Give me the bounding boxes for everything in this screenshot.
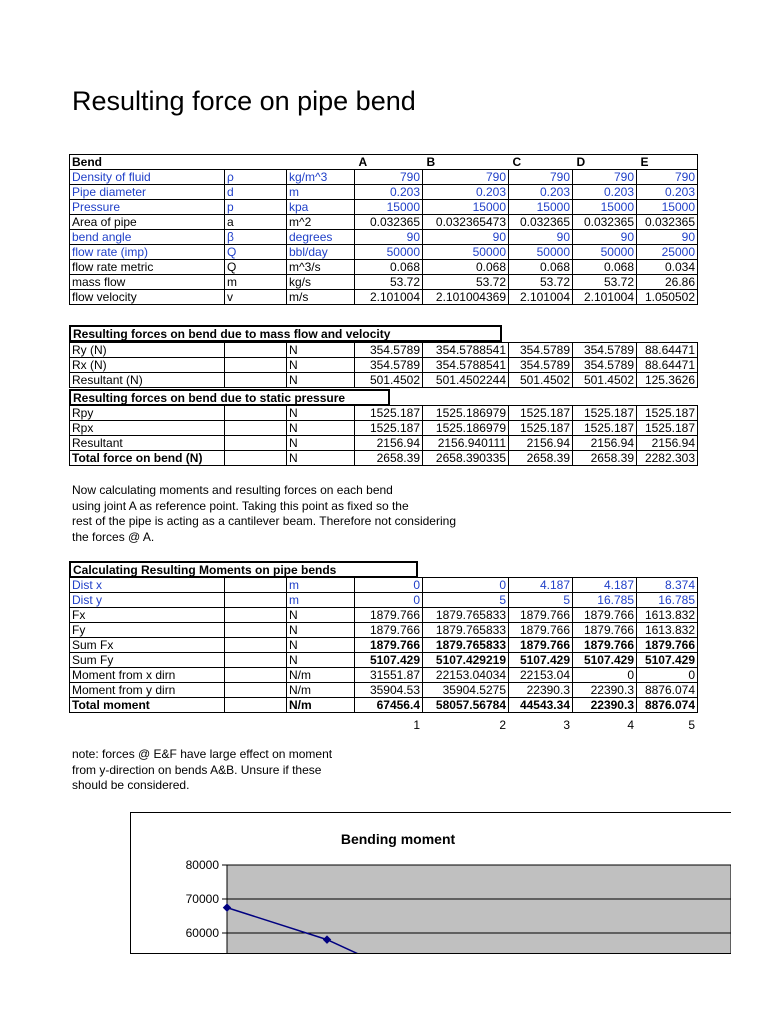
row-value: 0.203 — [573, 185, 637, 200]
row-symbol: m — [225, 275, 287, 290]
header-bend-label: Bend — [70, 155, 225, 170]
row-unit: N — [287, 406, 355, 421]
row-unit: N — [287, 343, 355, 358]
table-row — [70, 436, 698, 451]
moments-table — [69, 577, 698, 713]
row-value: 1.050502 — [637, 290, 698, 305]
row-unit: kg/m^3 — [287, 170, 355, 185]
row-value: 15000 — [637, 200, 698, 215]
row-blank — [225, 638, 287, 653]
row-value: 5107.429219 — [423, 653, 509, 668]
row-unit: N — [287, 451, 355, 466]
row-label: Moment from x dirn — [70, 668, 225, 683]
y-tick-label: 60000 — [185, 926, 219, 940]
row-value: 8876.074 — [637, 683, 698, 698]
row-unit: N/m — [287, 668, 355, 683]
table-row — [70, 608, 698, 623]
row-value: 50000 — [355, 245, 423, 260]
table-row — [70, 668, 698, 683]
row-value: 1879.766 — [509, 608, 573, 623]
row-unit: N — [287, 623, 355, 638]
row-value: 22390.3 — [573, 683, 637, 698]
row-label: Total force on bend (N) — [70, 451, 225, 466]
row-symbol: a — [225, 215, 287, 230]
row-value: 0.203 — [423, 185, 509, 200]
row-value: 88.64471 — [637, 358, 698, 373]
table-row — [70, 260, 698, 275]
row-unit: m^3/s — [287, 260, 355, 275]
row-label: bend angle — [70, 230, 225, 245]
row-value: 354.5788541 — [423, 358, 509, 373]
row-label: mass flow — [70, 275, 225, 290]
row-label: flow rate (imp) — [70, 245, 225, 260]
row-value: 25000 — [637, 245, 698, 260]
row-unit: m^2 — [287, 215, 355, 230]
row-value: 354.5789 — [509, 343, 573, 358]
row-label: Rpx — [70, 421, 225, 436]
row-blank — [225, 668, 287, 683]
row-value: 67456.4 — [355, 698, 423, 713]
row-blank — [225, 358, 287, 373]
row-value: 354.5788541 — [423, 343, 509, 358]
paragraph-line: should be considered. — [72, 778, 190, 792]
chart-title: Bending moment — [340, 831, 456, 847]
row-value: 15000 — [509, 200, 573, 215]
table-row — [70, 230, 698, 245]
row-value: 50000 — [509, 245, 573, 260]
row-blank — [225, 578, 287, 593]
row-unit: kpa — [287, 200, 355, 215]
row-value: 8876.074 — [637, 698, 698, 713]
row-value: 90 — [355, 230, 423, 245]
row-blank — [225, 608, 287, 623]
table-row — [70, 421, 698, 436]
row-value: 58057.56784 — [423, 698, 509, 713]
row-value: 1879.765833 — [423, 623, 509, 638]
row-value: 90 — [573, 230, 637, 245]
table-row — [70, 406, 698, 421]
row-value: 0 — [355, 578, 423, 593]
row-value: 354.5789 — [355, 358, 423, 373]
row-value: 1525.187 — [637, 421, 698, 436]
row-value: 1525.187 — [355, 421, 423, 436]
row-unit: m — [287, 185, 355, 200]
section-title-static-pressure: Resulting forces on bend due to static pressure — [69, 389, 390, 406]
row-blank — [225, 623, 287, 638]
table-row — [70, 373, 698, 388]
row-value: 0 — [423, 578, 509, 593]
row-value: 90 — [637, 230, 698, 245]
chart-canvas — [131, 813, 731, 953]
row-value: 790 — [423, 170, 509, 185]
row-value: 2156.94 — [573, 436, 637, 451]
header-bend-2: C — [509, 155, 573, 170]
row-value: 1879.766 — [573, 638, 637, 653]
row-label: Area of pipe — [70, 215, 225, 230]
bend-index: 4 — [627, 718, 634, 732]
row-value: 1879.766 — [573, 608, 637, 623]
table-row — [70, 215, 698, 230]
row-value: 2658.39 — [355, 451, 423, 466]
row-value: 5107.429 — [573, 653, 637, 668]
row-unit: N/m — [287, 683, 355, 698]
row-value: 501.4502 — [355, 373, 423, 388]
table-row — [70, 245, 698, 260]
row-value: 2156.94 — [637, 436, 698, 451]
row-symbol: Q — [225, 245, 287, 260]
row-value: 44543.34 — [509, 698, 573, 713]
row-value: 1525.187 — [509, 421, 573, 436]
row-label: Fy — [70, 623, 225, 638]
row-value: 1525.186979 — [423, 406, 509, 421]
paragraph-note — [72, 747, 332, 794]
row-value: 0.068 — [573, 260, 637, 275]
row-value: 15000 — [573, 200, 637, 215]
row-value: 354.5789 — [573, 358, 637, 373]
row-value: 354.5789 — [355, 343, 423, 358]
row-value: 0 — [355, 593, 423, 608]
row-value: 354.5789 — [509, 358, 573, 373]
row-value: 0.032365 — [509, 215, 573, 230]
row-blank — [225, 451, 287, 466]
row-value: 2658.390335 — [423, 451, 509, 466]
row-label: Sum Fx — [70, 638, 225, 653]
mass-flow-forces-table — [69, 342, 698, 388]
row-symbol: d — [225, 185, 287, 200]
row-unit: m — [287, 593, 355, 608]
row-blank — [225, 343, 287, 358]
row-unit: m — [287, 578, 355, 593]
row-value: 53.72 — [573, 275, 637, 290]
row-value: 1613.832 — [637, 623, 698, 638]
row-unit: N — [287, 373, 355, 388]
row-value: 501.4502 — [509, 373, 573, 388]
y-tick-label: 80000 — [185, 858, 219, 872]
paragraph-line: using joint A as reference point. Taking this point as fixed so the — [72, 498, 409, 513]
section-title-moments: Calculating Resulting Moments on pipe bends — [69, 561, 418, 578]
paragraph-line: rest of the pipe is acting as a cantilever beam. Therefore not considering — [72, 514, 456, 528]
row-value: 88.64471 — [637, 343, 698, 358]
bend-index: 1 — [413, 718, 420, 732]
row-label: Fx — [70, 608, 225, 623]
row-value: 22153.04 — [509, 668, 573, 683]
row-unit: bbl/day — [287, 245, 355, 260]
row-value: 1525.187 — [509, 406, 573, 421]
row-value: 90 — [423, 230, 509, 245]
header-bend-3: D — [573, 155, 637, 170]
row-value: 354.5789 — [573, 343, 637, 358]
row-label: Total moment — [70, 698, 225, 713]
row-value: 35904.5275 — [423, 683, 509, 698]
row-label: Ry (N) — [70, 343, 225, 358]
row-value: 0.032365473 — [423, 215, 509, 230]
row-value: 2156.940111 — [423, 436, 509, 451]
row-value: 1525.187 — [355, 406, 423, 421]
row-value: 2.101004369 — [423, 290, 509, 305]
row-blank — [225, 653, 287, 668]
row-value: 1879.765833 — [423, 638, 509, 653]
row-value: 2282.303 — [637, 451, 698, 466]
total-force-row — [70, 451, 698, 466]
row-symbol: Q — [225, 260, 287, 275]
table-row — [70, 623, 698, 638]
row-label: Rpy — [70, 406, 225, 421]
row-value: 16.785 — [637, 593, 698, 608]
row-unit: m/s — [287, 290, 355, 305]
row-value: 22390.3 — [573, 698, 637, 713]
row-blank — [225, 373, 287, 388]
row-value: 15000 — [355, 200, 423, 215]
row-value: 0.032365 — [355, 215, 423, 230]
row-label: flow rate metric — [70, 260, 225, 275]
table-row — [70, 653, 698, 668]
row-value: 2658.39 — [573, 451, 637, 466]
row-label: Dist x — [70, 578, 225, 593]
row-value: 1613.832 — [637, 608, 698, 623]
row-value: 1879.765833 — [423, 608, 509, 623]
table-row — [70, 683, 698, 698]
header-row — [70, 155, 698, 170]
paragraph-line: note: forces @ E&F have large effect on moment — [72, 747, 333, 761]
row-value: 790 — [637, 170, 698, 185]
table-row — [70, 185, 698, 200]
row-unit: N — [287, 653, 355, 668]
row-value: 1525.187 — [637, 406, 698, 421]
row-value: 0.068 — [355, 260, 423, 275]
row-unit: N — [287, 421, 355, 436]
header-blank — [225, 155, 287, 170]
row-value: 1879.766 — [355, 638, 423, 653]
row-blank — [225, 683, 287, 698]
page-title: Resulting force on pipe bend — [72, 86, 416, 116]
row-blank — [225, 698, 287, 713]
row-blank — [225, 406, 287, 421]
row-unit: N — [287, 358, 355, 373]
row-value: 0.203 — [355, 185, 423, 200]
row-value: 0 — [573, 668, 637, 683]
paragraph-moments-explanation — [72, 483, 456, 545]
header-bend-1: B — [423, 155, 509, 170]
row-label: Pipe diameter — [70, 185, 225, 200]
row-label: Sum Fy — [70, 653, 225, 668]
row-value: 1525.187 — [573, 421, 637, 436]
row-value: 16.785 — [573, 593, 637, 608]
row-label: Pressure — [70, 200, 225, 215]
row-value: 0.068 — [509, 260, 573, 275]
row-label: flow velocity — [70, 290, 225, 305]
row-label: Resultant (N) — [70, 373, 225, 388]
row-value: 501.4502 — [573, 373, 637, 388]
row-value: 2658.39 — [509, 451, 573, 466]
row-value: 15000 — [423, 200, 509, 215]
row-value: 1879.766 — [509, 638, 573, 653]
section-title-mass-flow: Resulting forces on bend due to mass flow and velocity — [69, 325, 502, 342]
row-value: 90 — [509, 230, 573, 245]
table-row — [70, 275, 698, 290]
row-value: 5 — [423, 593, 509, 608]
row-symbol: v — [225, 290, 287, 305]
table-row — [70, 698, 698, 713]
row-value: 2.101004 — [355, 290, 423, 305]
table-row — [70, 638, 698, 653]
row-value: 53.72 — [423, 275, 509, 290]
row-value: 0.032365 — [573, 215, 637, 230]
row-value: 8.374 — [637, 578, 698, 593]
row-value: 0.203 — [509, 185, 573, 200]
row-value: 5 — [509, 593, 573, 608]
row-value: 4.187 — [573, 578, 637, 593]
header-blank — [287, 155, 355, 170]
row-value: 35904.53 — [355, 683, 423, 698]
row-value: 1879.766 — [573, 623, 637, 638]
row-label: Resultant — [70, 436, 225, 451]
row-unit: N — [287, 608, 355, 623]
table-row — [70, 578, 698, 593]
header-bend-4: E — [637, 155, 698, 170]
row-symbol: β — [225, 230, 287, 245]
row-unit: N/m — [287, 698, 355, 713]
row-value: 0.068 — [423, 260, 509, 275]
row-value: 53.72 — [509, 275, 573, 290]
table-row — [70, 358, 698, 373]
row-value: 0.203 — [637, 185, 698, 200]
row-value: 22390.3 — [509, 683, 573, 698]
plot-area — [227, 865, 731, 953]
row-value: 125.3626 — [637, 373, 698, 388]
row-label: Dist y — [70, 593, 225, 608]
row-unit: kg/s — [287, 275, 355, 290]
paragraph-line: the forces @ A. — [72, 529, 155, 544]
row-unit: N — [287, 436, 355, 451]
y-tick-label: 70000 — [185, 892, 219, 906]
row-value: 790 — [509, 170, 573, 185]
row-blank — [225, 436, 287, 451]
row-value: 2156.94 — [509, 436, 573, 451]
row-label: Moment from y dirn — [70, 683, 225, 698]
header-bend-0: A — [355, 155, 423, 170]
table-row — [70, 290, 698, 305]
row-value: 2.101004 — [573, 290, 637, 305]
row-value: 501.4502244 — [423, 373, 509, 388]
static-pressure-forces-table — [69, 405, 698, 466]
row-value: 31551.87 — [355, 668, 423, 683]
row-symbol: ρ — [225, 170, 287, 185]
row-value: 53.72 — [355, 275, 423, 290]
row-value: 50000 — [423, 245, 509, 260]
table-row — [70, 343, 698, 358]
bend-index: 2 — [499, 718, 506, 732]
row-value: 1879.766 — [637, 638, 698, 653]
row-value: 5107.429 — [509, 653, 573, 668]
row-value: 26.86 — [637, 275, 698, 290]
table-row — [70, 170, 698, 185]
row-value: 5107.429 — [637, 653, 698, 668]
row-value: 2.101004 — [509, 290, 573, 305]
row-value: 2156.94 — [355, 436, 423, 451]
paragraph-line: from y-direction on bends A&B. Unsure if these — [72, 762, 322, 777]
row-blank — [225, 421, 287, 436]
row-value: 1879.766 — [509, 623, 573, 638]
row-value: 0.032365 — [637, 215, 698, 230]
row-value: 1879.766 — [355, 623, 423, 638]
row-value: 0 — [637, 668, 698, 683]
row-value: 50000 — [573, 245, 637, 260]
row-value: 5107.429 — [355, 653, 423, 668]
row-value: 4.187 — [509, 578, 573, 593]
row-value: 0.034 — [637, 260, 698, 275]
row-value: 1879.766 — [355, 608, 423, 623]
row-value: 22153.04034 — [423, 668, 509, 683]
table-row — [70, 593, 698, 608]
row-value: 790 — [355, 170, 423, 185]
bend-index: 5 — [688, 718, 695, 732]
row-unit: degrees — [287, 230, 355, 245]
row-symbol: p — [225, 200, 287, 215]
table-row — [70, 200, 698, 215]
row-value: 790 — [573, 170, 637, 185]
bend-index: 3 — [563, 718, 570, 732]
row-unit: N — [287, 638, 355, 653]
row-blank — [225, 593, 287, 608]
bending-moment-chart — [130, 812, 731, 954]
row-label: Rx (N) — [70, 358, 225, 373]
row-value: 1525.186979 — [423, 421, 509, 436]
paragraph-line: Now calculating moments and resulting forces on each bend — [72, 483, 393, 497]
row-value: 1525.187 — [573, 406, 637, 421]
fluid-properties-table — [69, 154, 698, 305]
row-label: Density of fluid — [70, 170, 225, 185]
